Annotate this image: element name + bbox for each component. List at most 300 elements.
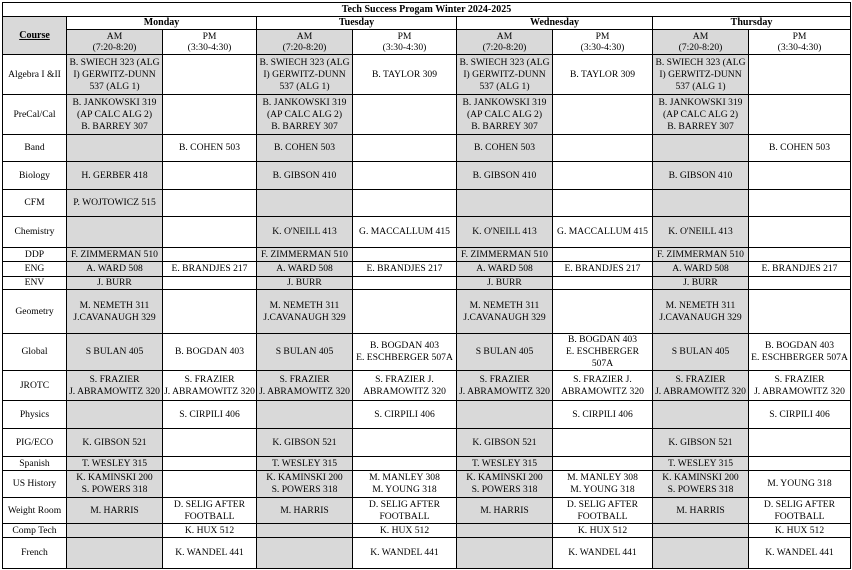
schedule-cell xyxy=(749,401,851,429)
cell-line: (3:30-4:30) xyxy=(580,42,625,53)
schedule-cell xyxy=(749,538,851,569)
cell-line: B. JANKOWSKI 319 xyxy=(262,96,347,108)
cell-line: B. COHEN 503 xyxy=(178,142,241,153)
schedule-cell xyxy=(257,217,353,248)
schedule-cell xyxy=(749,277,851,290)
schedule-cell xyxy=(257,162,353,190)
schedule-cell xyxy=(553,135,653,162)
schedule-cell xyxy=(457,457,553,471)
cell-line: E. ESCHBERGER 507A xyxy=(751,352,848,363)
cell-line: J. ABRAMOWITZ 320 xyxy=(754,385,845,397)
schedule-cell xyxy=(749,162,851,190)
schedule-cell xyxy=(457,55,553,95)
schedule-cell xyxy=(257,262,353,277)
day-header-tuesday: Tuesday xyxy=(257,17,457,30)
cell-line: I) GERWITZ-DUNN xyxy=(659,68,742,80)
cell-line: B. BARREY 307 xyxy=(667,120,734,132)
cell-line: PM xyxy=(202,30,217,42)
cell-line: A. WARD 508 xyxy=(476,263,533,274)
schedule-cell xyxy=(457,471,553,498)
schedule-cell xyxy=(653,334,749,371)
schedule-cell xyxy=(67,429,163,457)
cell-line: S. POWERS 318 xyxy=(81,484,148,495)
schedule-cell xyxy=(353,457,457,471)
schedule-cell xyxy=(749,248,851,262)
schedule-cell xyxy=(749,135,851,162)
course-name: Chemistry xyxy=(3,217,67,248)
cell-line: B. BARREY 307 xyxy=(471,120,538,132)
schedule-cell xyxy=(553,55,653,95)
schedule-cell xyxy=(163,162,257,190)
cell-line: J.CAVANAUGH 329 xyxy=(463,311,546,323)
table-row xyxy=(3,371,851,401)
cell-line: B. JANKOWSKI 319 xyxy=(462,96,547,108)
schedule-cell xyxy=(353,217,457,248)
cell-line: K. HUX 512 xyxy=(774,524,825,536)
cell-line: S. FRAZIER xyxy=(89,373,140,385)
cell-line: E. BRANDJES 217 xyxy=(564,263,641,274)
cell-line: J. ABRAMOWITZ 320 xyxy=(69,385,160,397)
cell-line: 507A xyxy=(591,358,614,369)
cell-line: FOOTBALL xyxy=(379,510,430,522)
table-row xyxy=(3,401,851,429)
course-name: PreCal/Cal xyxy=(3,95,67,135)
schedule-cell xyxy=(553,277,653,290)
schedule-cell xyxy=(653,471,749,498)
cell-line: S. FRAZIER J. xyxy=(375,373,434,385)
schedule-cell xyxy=(457,217,553,248)
schedule-cell xyxy=(353,401,457,429)
cell-line: PM xyxy=(595,30,610,42)
schedule-cell xyxy=(257,457,353,471)
schedule-cell xyxy=(67,334,163,371)
schedule-cell xyxy=(67,401,163,429)
cell-line: K. O'NEILL 413 xyxy=(668,226,733,237)
cell-line: A. WARD 508 xyxy=(276,263,333,274)
cell-line: B. TAYLOR 309 xyxy=(371,68,438,80)
schedule-cell xyxy=(749,290,851,334)
schedule-cell xyxy=(257,538,353,569)
cell-line: B. GIBSON 410 xyxy=(472,169,537,181)
schedule-cell xyxy=(457,538,553,569)
schedule-cell xyxy=(749,429,851,457)
schedule-cell xyxy=(67,217,163,248)
schedule-cell xyxy=(553,429,653,457)
course-name: Physics xyxy=(3,401,67,429)
schedule-cell xyxy=(163,524,257,538)
schedule-cell xyxy=(749,55,851,95)
cell-line: M. NEMETH 311 xyxy=(79,299,150,311)
course-name: CFM xyxy=(3,190,67,217)
cell-line: M. YOUNG 318 xyxy=(570,484,635,495)
table-row xyxy=(3,429,851,457)
cell-line: S. CIRPILI 406 xyxy=(374,408,435,420)
course-name: Comp Tech xyxy=(3,524,67,538)
schedule-cell xyxy=(749,334,851,371)
schedule-cell xyxy=(553,471,653,498)
course-name: Biology xyxy=(3,162,67,190)
slot-header-pm xyxy=(163,30,257,55)
schedule-cell xyxy=(553,457,653,471)
schedule-cell xyxy=(353,471,457,498)
schedule-cell xyxy=(163,190,257,217)
schedule-cell xyxy=(749,217,851,248)
cell-line: B. COHEN 503 xyxy=(768,142,831,153)
cell-line: S. POWERS 318 xyxy=(471,484,538,495)
cell-line: J.CAVANAUGH 329 xyxy=(73,311,156,323)
cell-line: (AP CALC ALG 2) xyxy=(662,108,739,120)
schedule-cell xyxy=(257,290,353,334)
schedule-cell xyxy=(67,471,163,498)
schedule-cell xyxy=(163,217,257,248)
schedule-cell xyxy=(553,401,653,429)
schedule-cell xyxy=(163,471,257,498)
slot-header-am xyxy=(457,30,553,55)
table-row xyxy=(3,162,851,190)
schedule-cell xyxy=(257,334,353,371)
cell-line: M. YOUNG 318 xyxy=(767,478,832,489)
cell-line: E. ESCHBERGER 507A xyxy=(356,352,453,363)
cell-line: 537 (ALG 1) xyxy=(89,80,140,92)
cell-line: J. ABRAMOWITZ 320 xyxy=(655,385,746,397)
cell-line: B. GIBSON 410 xyxy=(668,169,733,181)
table-row xyxy=(3,190,851,217)
schedule-cell xyxy=(353,95,457,135)
schedule-cell xyxy=(457,290,553,334)
course-name: DDP xyxy=(3,248,67,262)
cell-line: B. BOGDAN 403 xyxy=(764,340,835,351)
schedule-cell xyxy=(553,371,653,401)
cell-line: 537 (ALG 1) xyxy=(279,80,330,92)
cell-line: S BULAN 405 xyxy=(671,346,730,357)
schedule-cell xyxy=(67,371,163,401)
table-row xyxy=(3,471,851,498)
schedule-cell xyxy=(67,95,163,135)
schedule-cell xyxy=(257,371,353,401)
schedule-cell xyxy=(163,371,257,401)
schedule-cell xyxy=(353,135,457,162)
cell-line: (AP CALC ALG 2) xyxy=(266,108,343,120)
schedule-cell xyxy=(653,538,749,569)
schedule-cell xyxy=(749,498,851,524)
cell-line: B. COHEN 503 xyxy=(473,142,536,153)
schedule-cell xyxy=(353,55,457,95)
cell-line: G. MACCALLUM 415 xyxy=(557,226,648,237)
course-name: JROTC xyxy=(3,371,67,401)
cell-line: J.CAVANAUGH 329 xyxy=(659,311,742,323)
cell-line: S. FRAZIER J. xyxy=(573,373,632,385)
schedule-cell xyxy=(353,524,457,538)
schedule-cell xyxy=(257,190,353,217)
schedule-cell xyxy=(653,371,749,401)
table-row xyxy=(3,248,851,262)
schedule-cell xyxy=(67,135,163,162)
cell-line: K. GIBSON 521 xyxy=(472,436,537,448)
cell-line: E. ESCHBERGER xyxy=(565,346,640,357)
schedule-cell xyxy=(257,95,353,135)
schedule-cell xyxy=(749,471,851,498)
day-header-wednesday: Wednesday xyxy=(457,17,653,30)
schedule-cell xyxy=(553,334,653,371)
schedule-cell xyxy=(353,498,457,524)
schedule-cell xyxy=(163,290,257,334)
table-row xyxy=(3,524,851,538)
cell-line: J. ABRAMOWITZ 320 xyxy=(164,385,255,397)
cell-line: (7:20-8:20) xyxy=(282,42,327,53)
schedule-cell xyxy=(67,457,163,471)
schedule-cell xyxy=(457,371,553,401)
cell-line: ABRAMOWITZ 320 xyxy=(363,385,446,397)
schedule-cell xyxy=(653,457,749,471)
schedule-cell xyxy=(353,371,457,401)
schedule-cell xyxy=(653,248,749,262)
cell-line: J. BURR xyxy=(487,277,522,288)
cell-line: B. JANKOWSKI 319 xyxy=(658,96,743,108)
cell-line: K. WANDEL 441 xyxy=(370,547,439,558)
schedule-cell xyxy=(67,162,163,190)
cell-line: T. WESLEY 315 xyxy=(271,457,338,469)
schedule-cell xyxy=(353,262,457,277)
course-column-header: Course xyxy=(3,17,67,55)
cell-line: (AP CALC ALG 2) xyxy=(76,108,153,120)
schedule-cell xyxy=(749,95,851,135)
cell-line: K. GIBSON 521 xyxy=(82,436,147,448)
schedule-cell xyxy=(457,498,553,524)
cell-line: AM xyxy=(296,30,313,42)
schedule-cell xyxy=(457,334,553,371)
cell-line: (3:30-4:30) xyxy=(777,42,822,53)
slot-header-am xyxy=(67,30,163,55)
cell-line: M. HARRIS xyxy=(90,504,139,516)
cell-line: K. WANDEL 441 xyxy=(568,547,637,558)
cell-line: B. BARREY 307 xyxy=(81,120,148,132)
schedule-cell xyxy=(67,290,163,334)
cell-line: F. ZIMMERMAN 510 xyxy=(71,248,158,260)
cell-line: J. BURR xyxy=(683,277,718,288)
cell-line: (7:20-8:20) xyxy=(482,42,527,53)
cell-line: 537 (ALG 1) xyxy=(675,80,726,92)
schedule-cell xyxy=(353,334,457,371)
schedule-cell xyxy=(457,248,553,262)
schedule-cell xyxy=(457,277,553,290)
cell-line: (3:30-4:30) xyxy=(382,42,427,53)
cell-line: A. WARD 508 xyxy=(672,263,729,274)
schedule-cell xyxy=(553,95,653,135)
schedule-cell xyxy=(749,457,851,471)
cell-line: (AP CALC ALG 2) xyxy=(466,108,543,120)
schedule-cell xyxy=(653,217,749,248)
schedule-cell xyxy=(163,538,257,569)
cell-line: K. GIBSON 521 xyxy=(668,436,733,448)
schedule-cell xyxy=(353,538,457,569)
cell-line: K. O'NEILL 413 xyxy=(472,226,537,237)
cell-line: B. BOGDAN 403 xyxy=(567,334,638,345)
cell-line: F. ZIMMERMAN 510 xyxy=(261,248,348,260)
schedule-cell xyxy=(67,538,163,569)
schedule-cell xyxy=(353,277,457,290)
cell-line: K. KAMINSKI 200 xyxy=(76,472,153,483)
schedule-cell xyxy=(163,334,257,371)
slot-header-am xyxy=(257,30,353,55)
course-name: ENV xyxy=(3,277,67,290)
sheet-title: Tech Success Progam Winter 2024-2025 xyxy=(3,3,851,17)
cell-line: M. HARRIS xyxy=(280,504,329,516)
schedule-cell xyxy=(353,190,457,217)
schedule-cell xyxy=(257,135,353,162)
cell-line: S. POWERS 318 xyxy=(271,484,338,495)
cell-line: K. HUX 512 xyxy=(577,524,628,536)
schedule-cell xyxy=(257,248,353,262)
slot-header-pm xyxy=(553,30,653,55)
cell-line: T. WESLEY 315 xyxy=(471,457,538,469)
cell-line: K. WANDEL 441 xyxy=(765,547,834,558)
schedule-cell xyxy=(457,162,553,190)
schedule-cell xyxy=(163,135,257,162)
schedule-cell xyxy=(257,55,353,95)
cell-line: M. NEMETH 311 xyxy=(665,299,736,311)
day-header-thursday: Thursday xyxy=(653,17,851,30)
course-name: Global xyxy=(3,334,67,371)
cell-line: F. ZIMMERMAN 510 xyxy=(461,248,548,260)
schedule-cell xyxy=(653,135,749,162)
table-row xyxy=(3,262,851,277)
cell-line: J. ABRAMOWITZ 320 xyxy=(459,385,550,397)
schedule-cell xyxy=(163,498,257,524)
schedule-cell xyxy=(553,262,653,277)
cell-line: S BULAN 405 xyxy=(85,346,144,357)
course-name: US History xyxy=(3,471,67,498)
schedule-cell xyxy=(163,55,257,95)
schedule-cell xyxy=(457,190,553,217)
cell-line: M. HARRIS xyxy=(676,504,725,516)
cell-line: PM xyxy=(792,30,807,42)
cell-line: S. FRAZIER xyxy=(279,373,330,385)
schedule-cell xyxy=(257,498,353,524)
schedule-cell xyxy=(457,429,553,457)
table-row xyxy=(3,290,851,334)
cell-line: (7:20-8:20) xyxy=(92,42,137,53)
schedule-cell xyxy=(553,498,653,524)
schedule-cell xyxy=(257,429,353,457)
table-row xyxy=(3,95,851,135)
schedule-cell xyxy=(353,429,457,457)
cell-line: S. POWERS 318 xyxy=(667,484,734,495)
cell-line: M. MANLEY 308 xyxy=(567,472,638,483)
cell-line: I) GERWITZ-DUNN xyxy=(463,68,546,80)
table-row xyxy=(3,277,851,290)
schedule-cell xyxy=(553,162,653,190)
cell-line: F. ZIMMERMAN 510 xyxy=(657,248,744,260)
schedule-cell xyxy=(749,262,851,277)
cell-line: B. GIBSON 410 xyxy=(272,169,337,181)
cell-line: S. CIRPILI 406 xyxy=(572,408,633,420)
cell-line: J. BURR xyxy=(287,277,322,288)
schedule-cell xyxy=(749,524,851,538)
cell-line: G. MACCALLUM 415 xyxy=(359,226,450,237)
cell-line: D. SELIG AFTER xyxy=(173,498,246,510)
cell-line: D. SELIG AFTER xyxy=(566,498,639,510)
course-name: PIG/ECO xyxy=(3,429,67,457)
schedule-cell xyxy=(353,290,457,334)
course-name: Band xyxy=(3,135,67,162)
cell-line: B. BOGDAN 403 xyxy=(369,340,440,351)
cell-line: S BULAN 405 xyxy=(275,346,334,357)
cell-line: (7:20-8:20) xyxy=(678,42,723,53)
schedule-cell xyxy=(457,135,553,162)
cell-line: I) GERWITZ-DUNN xyxy=(263,68,346,80)
schedule-cell xyxy=(257,471,353,498)
cell-line: B. SWIECH 323 (ALG xyxy=(459,56,550,68)
schedule-cell xyxy=(653,190,749,217)
cell-line: S BULAN 405 xyxy=(475,346,534,357)
cell-line: M. HARRIS xyxy=(480,504,529,516)
cell-line: FOOTBALL xyxy=(577,510,628,522)
schedule-cell xyxy=(553,524,653,538)
cell-line: AM xyxy=(496,30,513,42)
schedule-cell xyxy=(653,429,749,457)
cell-line: B. SWIECH 323 (ALG xyxy=(655,56,746,68)
cell-line: J. BURR xyxy=(97,277,132,288)
cell-line: (3:30-4:30) xyxy=(187,42,232,53)
schedule-cell xyxy=(653,277,749,290)
table-row xyxy=(3,217,851,248)
cell-line: S. FRAZIER xyxy=(774,373,825,385)
schedule-cell xyxy=(257,401,353,429)
schedule-cell xyxy=(553,190,653,217)
cell-line: PM xyxy=(397,30,412,42)
cell-line: S. FRAZIER xyxy=(479,373,530,385)
table-row xyxy=(3,334,851,371)
schedule-cell xyxy=(163,95,257,135)
cell-line: K. KAMINSKI 200 xyxy=(266,472,343,483)
slot-header-am xyxy=(653,30,749,55)
cell-line: E. BRANDJES 217 xyxy=(761,263,838,274)
cell-line: E. BRANDJES 217 xyxy=(366,263,443,274)
cell-line: K. KAMINSKI 200 xyxy=(466,472,543,483)
cell-line: K. KAMINSKI 200 xyxy=(662,472,739,483)
cell-line: T. WESLEY 315 xyxy=(667,457,734,469)
schedule-table xyxy=(2,2,851,569)
cell-line: D. SELIG AFTER xyxy=(763,498,836,510)
cell-line: J. ABRAMOWITZ 320 xyxy=(259,385,350,397)
course-name: French xyxy=(3,538,67,569)
table-row xyxy=(3,135,851,162)
cell-line: K. HUX 512 xyxy=(379,524,430,536)
cell-line: J.CAVANAUGH 329 xyxy=(263,311,346,323)
schedule-cell xyxy=(653,162,749,190)
schedule-cell xyxy=(553,248,653,262)
table-row xyxy=(3,55,851,95)
cell-line: M. MANLEY 308 xyxy=(369,472,440,483)
schedule-cell xyxy=(653,290,749,334)
cell-line: S. CIRPILI 406 xyxy=(179,408,240,420)
schedule-cell xyxy=(353,162,457,190)
schedule-cell xyxy=(163,248,257,262)
slot-header-pm xyxy=(749,30,851,55)
cell-line: D. SELIG AFTER xyxy=(368,498,441,510)
table-row xyxy=(3,457,851,471)
cell-line: 537 (ALG 1) xyxy=(479,80,530,92)
schedule-cell xyxy=(553,217,653,248)
schedule-cell xyxy=(457,401,553,429)
cell-line: S. FRAZIER xyxy=(184,373,235,385)
cell-line: K. GIBSON 521 xyxy=(272,436,337,448)
course-name: Geometry xyxy=(3,290,67,334)
schedule-cell xyxy=(749,371,851,401)
cell-line: B. SWIECH 323 (ALG xyxy=(69,56,160,68)
schedule-cell xyxy=(67,262,163,277)
schedule-cell xyxy=(457,524,553,538)
